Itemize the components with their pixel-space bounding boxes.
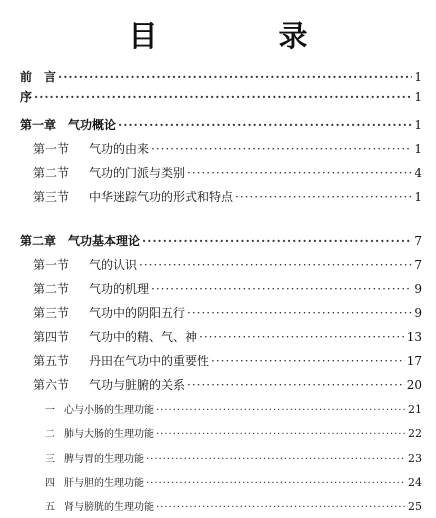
toc-chapter-entry [20,232,422,249]
toc-entry-label [33,188,233,205]
dot-leader [199,330,405,344]
toc-page-number: 7 [414,234,422,248]
toc-subsection-entry [42,474,422,489]
toc-subsection-entry [42,450,422,465]
toc-entry-label [33,256,137,273]
page-title: 目 录 [128,19,354,53]
dot-leader [151,142,412,156]
toc-chapter-entry [20,116,422,133]
toc-entry-title: 第二章 气功基本理论 [20,234,141,248]
toc-page-number: 1 [414,142,422,156]
toc-entry-number: 第三节 [33,190,70,204]
toc-page-number: 13 [406,330,422,344]
toc-entry-number: 四 [45,478,55,489]
toc-page-number: 7 [414,258,422,272]
toc-chapter-entry [20,88,422,105]
toc-section-entry [33,188,422,205]
toc-entry-title: 第一章 气功概论 [20,118,117,132]
dot-leader [156,405,406,416]
toc-entry-label [20,88,32,105]
toc-section-entry [33,280,422,297]
toc-entry-label [33,140,149,157]
toc-entry-title: 肺与大肠的生理功能 [64,429,154,440]
toc-entry-label [33,328,197,345]
toc-page-number: 9 [414,306,422,320]
toc-entry-number: 第二节 [33,282,70,296]
toc-page-number: 1 [414,118,422,132]
dot-leader [187,166,412,180]
toc-page-number: 1 [414,90,422,104]
toc-entry-number: 第三节 [33,306,70,320]
toc-entry-title: 脾与胃的生理功能 [64,454,144,465]
toc-entry-number: 三 [45,454,55,465]
toc-entry-title: 丹田在气功中的重要性 [89,354,210,368]
toc-entry-label [20,232,140,249]
dot-leader [156,429,406,440]
toc-page-number: 23 [408,452,422,465]
toc-entry-title: 肾与膀胱的生理功能 [64,502,154,513]
toc-page-number: 25 [408,500,422,513]
toc-entry-label [20,68,56,85]
toc-section-entry [33,164,422,181]
toc-page-number: 17 [406,354,422,368]
toc-entry-label [42,401,154,416]
toc-page-number: 20 [406,378,422,392]
toc-entry-title: 前 言 [20,70,57,84]
dot-leader [58,70,412,84]
toc-page-number: 24 [408,476,422,489]
toc-entry-title: 序 [20,90,33,104]
toc-entry-label [33,352,209,369]
toc-section-entry [33,352,422,369]
toc-entry-label [20,116,116,133]
toc-entry-label [42,474,144,489]
toc-subsection-entry [42,401,422,416]
toc-entry-title: 气功的机理 [89,282,150,296]
dot-leader [118,118,412,132]
toc-entry-label [42,498,154,513]
toc-entry-number: 五 [45,502,55,513]
toc-entry-title: 气功与脏腑的关系 [89,378,186,392]
toc-entry-number: 第五节 [33,354,70,368]
toc-page-number: 22 [408,427,422,440]
dot-leader [34,90,412,104]
toc-entry-number: 一 [45,405,55,416]
dot-leader [151,282,412,296]
toc-entry-number: 第四节 [33,330,70,344]
dot-leader [156,502,406,513]
dot-leader [139,258,412,272]
toc-section-entry [33,304,422,321]
toc-entry-label [42,425,154,440]
toc-page-number: 1 [414,190,422,204]
toc-subsection-entry [42,425,422,440]
toc-entry-number: 第一节 [33,258,70,272]
toc-page-number: 21 [408,403,422,416]
dot-leader [187,378,405,392]
toc-entry-label [42,450,144,465]
toc-entry-label [33,280,149,297]
dot-leader [146,454,406,465]
toc-entry-title: 气功的由来 [89,142,150,156]
toc-entry-title: 心与小肠的生理功能 [64,405,154,416]
toc-subsection-entry [42,498,422,513]
toc-page-number: 4 [414,166,422,180]
toc-page-number: 1 [414,70,422,84]
toc-entry-title: 气功的门派与类别 [89,166,186,180]
toc-entry-title: 气功中的精、气、神 [89,330,198,344]
toc-section-entry [33,256,422,273]
toc-entry-number: 第二节 [33,166,70,180]
toc-section-entry [33,376,422,393]
dot-leader [146,478,406,489]
dot-leader [142,234,412,248]
dot-leader [211,354,405,368]
toc-entry-title: 中华迷踪气功的形式和特点 [89,190,234,204]
toc-entry-label [33,304,185,321]
toc-entry-number: 二 [45,429,55,440]
toc-entry-number: 第六节 [33,378,70,392]
toc-page-number: 9 [414,282,422,296]
toc-entry-title: 肝与胆的生理功能 [64,478,144,489]
toc-section-entry [33,328,422,345]
dot-leader [187,306,412,320]
toc-entry-title: 气功中的阴阳五行 [89,306,186,320]
toc-entry-number: 第一节 [33,142,70,156]
dot-leader [235,190,412,204]
toc-entry-label [33,376,185,393]
toc-entry-title: 气的认识 [89,258,138,272]
toc-section-entry [33,140,422,157]
toc-entry-label [33,164,185,181]
toc-chapter-entry [20,68,422,85]
